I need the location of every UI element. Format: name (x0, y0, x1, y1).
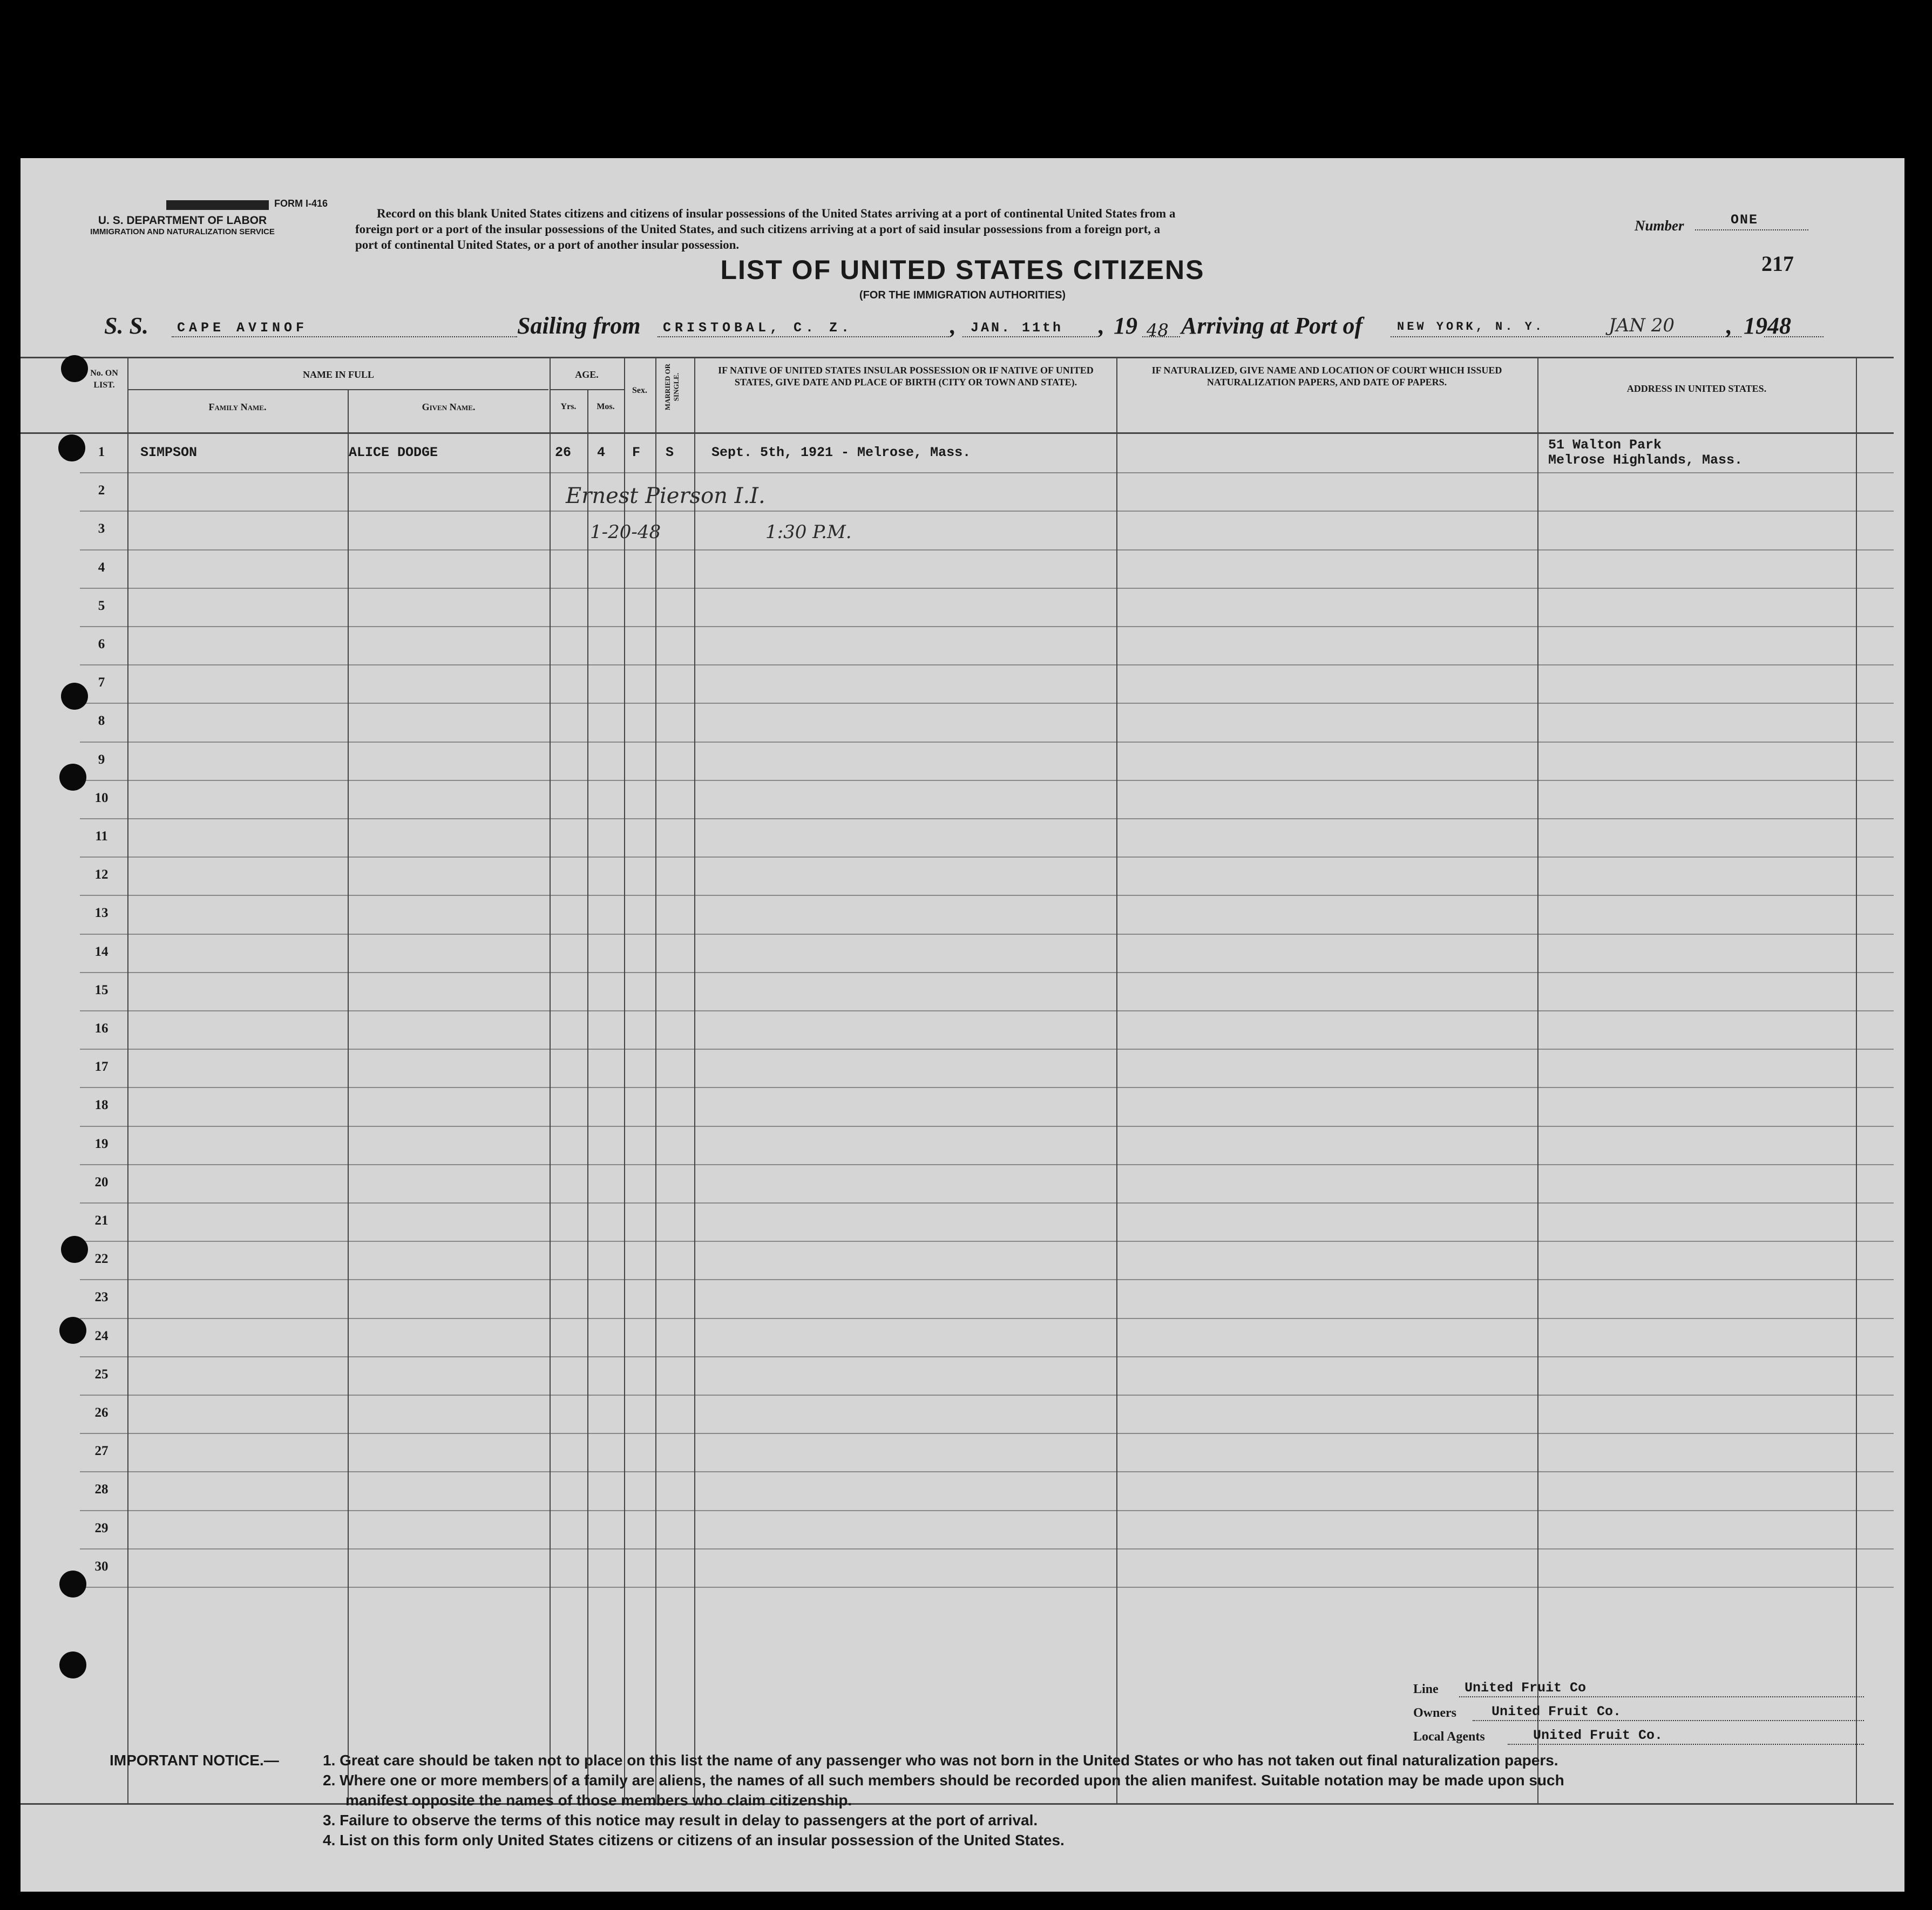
row-number: 12 (94, 867, 109, 882)
row-number: 24 (94, 1328, 109, 1343)
agents-value: United Fruit Co. (1533, 1728, 1663, 1743)
row-rule (80, 1395, 1894, 1396)
header-sex: Sex. (632, 386, 647, 395)
header-naturalized: IF NATURALIZED, GIVE NAME AND LOCATION OF COURT WHICH ISSUED NATURALIZATION PAPERS, AND DATE OF PAPERS. (1151, 365, 1502, 388)
header-married-or-single: MARRIED OR SINGLE. (663, 363, 680, 411)
ss-label: S. S. (104, 312, 148, 339)
column-divider (127, 357, 128, 1803)
notice-item: manifest opposite the names of those members who claim citizenship. (345, 1792, 852, 1809)
line-value: United Fruit Co (1465, 1680, 1587, 1696)
row-rule (80, 1548, 1894, 1549)
given-name-cell: ALICE DODGE (349, 445, 438, 460)
row-rule (80, 895, 1894, 896)
row-rule (80, 1433, 1894, 1434)
service-name: IMMIGRATION AND NATURALIZATION SERVICE (90, 227, 275, 236)
sailing-date: JAN. 11th (971, 320, 1063, 336)
row-number: 1 (98, 445, 105, 459)
row-rule (80, 1279, 1894, 1280)
binder-hole (61, 683, 88, 710)
row-number: 2 (98, 483, 105, 498)
row-rule (80, 1510, 1894, 1511)
binder-hole (59, 764, 86, 791)
family-name-cell: SIMPSON (140, 445, 198, 460)
notice-item: 4. List on this form only United States citizens or citizens of an insular possession of the United States. (323, 1832, 1065, 1848)
port-line (1391, 336, 1741, 337)
row-number: 15 (94, 982, 109, 997)
line-label: Line (1413, 1682, 1439, 1696)
header-given-name: Given Name. (422, 402, 476, 412)
department-name: U. S. DEPARTMENT OF LABOR (98, 214, 267, 227)
inspection-date: 1-20-48 (590, 521, 661, 543)
header-family-name: Family Name. (208, 402, 267, 412)
row-number: 9 (98, 752, 105, 767)
row-number: 11 (95, 829, 108, 844)
row-number: 21 (94, 1213, 109, 1228)
row-number: 27 (94, 1444, 109, 1459)
row-number: 3 (98, 521, 105, 536)
redaction-bar (166, 200, 269, 210)
form-sheet (21, 158, 1904, 1892)
header-yrs: Yrs. (560, 402, 577, 411)
row-number: 30 (94, 1559, 109, 1574)
row-rule (80, 857, 1894, 858)
form-number: FORM I-416 (274, 198, 328, 209)
table-top-border (21, 357, 1894, 358)
row-rule (80, 972, 1894, 973)
row-rule (80, 780, 1894, 781)
row-number: 17 (94, 1059, 109, 1075)
row-rule (80, 1010, 1894, 1011)
row-number: 29 (94, 1520, 109, 1535)
row-rule (80, 1164, 1894, 1165)
row-number: 25 (94, 1367, 109, 1382)
row-number: 4 (98, 560, 105, 575)
row-number: 22 (94, 1252, 109, 1267)
row-rule (80, 1356, 1894, 1357)
year-prefix: 19 (1114, 312, 1137, 339)
form-subtitle: (FOR THE IMMIGRATION AUTHORITIES) (859, 289, 1066, 301)
notice-item: 1. Great care should be taken not to place on this list the name of any passenger who was not born in the United States or who has not taken out final naturalization papers. (323, 1752, 1558, 1769)
comma: , (1099, 312, 1104, 339)
row-number: 23 (94, 1290, 109, 1305)
row-rule (80, 818, 1894, 819)
important-notice-heading: IMPORTANT NOTICE.— (110, 1752, 279, 1769)
row-number: 13 (94, 906, 109, 921)
manifest-table (21, 357, 1904, 1803)
binder-hole (61, 1236, 88, 1263)
year-suffix: 48 (1147, 320, 1169, 341)
sailing-date-line (962, 336, 1097, 337)
column-divider (1116, 357, 1117, 1803)
instruction-line: foreign port or a port of the insular possessions of the United States, and such citizens arriving at a port of said insular possessions from a foreign port, a (355, 222, 1161, 236)
row-rule (80, 1049, 1894, 1050)
arrival-date: JAN 20 (1609, 315, 1675, 336)
row-rule (80, 1318, 1894, 1319)
row-number: 18 (94, 1098, 109, 1113)
row-rule (80, 511, 1894, 512)
sailing-line (657, 336, 949, 337)
column-divider (1537, 357, 1538, 1803)
inspection-time: 1:30 P.M. (765, 521, 852, 543)
form-title: LIST OF UNITED STATES CITIZENS (720, 255, 1205, 285)
binder-hole (61, 355, 88, 382)
header-mos: Mos. (596, 402, 615, 411)
age-years-cell: 26 (555, 445, 572, 460)
address-line-1: 51 Walton Park (1548, 437, 1662, 453)
owners-value: United Fruit Co. (1492, 1704, 1622, 1719)
row-rule (80, 1087, 1894, 1088)
port-name: NEW YORK, N. Y. (1397, 320, 1545, 334)
owners-label: Owners (1413, 1706, 1456, 1720)
row-number: 8 (98, 713, 105, 729)
row-number: 14 (94, 944, 109, 959)
row-number: 10 (94, 790, 109, 805)
address-line-2: Melrose Highlands, Mass. (1548, 452, 1743, 468)
notice-item: 2. Where one or more members of a family are aliens, the names of all such members should be recorded upon the alien manifest. Suitable notation may be made upon such (323, 1772, 1564, 1789)
header-subline (127, 389, 548, 390)
arrival-year-line (1764, 336, 1823, 337)
row-rule (80, 549, 1894, 550)
row-rule (80, 742, 1894, 743)
column-divider (348, 389, 349, 1803)
row-rule (80, 472, 1894, 473)
binder-hole (58, 434, 85, 461)
header-no-on-list: No. ON LIST. (90, 369, 118, 390)
header-name-in-full: NAME IN FULL (302, 369, 374, 380)
column-divider (694, 357, 695, 1803)
marital-status-cell: S (666, 445, 674, 460)
notice-item: 3. Failure to observe the terms of this notice may result in delay to passengers at the port of arrival. (323, 1812, 1038, 1829)
inspector-signature: Ernest Pierson I.I. (566, 484, 765, 508)
binder-hole (59, 1651, 86, 1678)
header-subline (550, 389, 624, 390)
row-rule (80, 1241, 1894, 1242)
line-field-line (1459, 1696, 1864, 1697)
row-rule (80, 1126, 1894, 1127)
row-rule (80, 703, 1894, 704)
ship-line (172, 336, 517, 337)
column-divider (655, 357, 656, 1803)
column-divider (587, 389, 588, 1803)
header-address: ADDRESS IN UNITED STATES. (1626, 383, 1767, 394)
column-divider (624, 357, 625, 1803)
arrival-year: 1948 (1744, 312, 1791, 339)
column-divider (550, 357, 551, 1803)
row-rule (80, 626, 1894, 627)
instructions (355, 206, 1591, 253)
row-number: 19 (94, 1136, 109, 1151)
row-rule (80, 1587, 1894, 1588)
row-rule (80, 1471, 1894, 1472)
comma: , (1726, 312, 1732, 339)
row-rule (80, 588, 1894, 589)
instruction-line: port of continental United States, or a port of another insular possession. (355, 238, 740, 252)
binder-hole (59, 1317, 86, 1344)
row-number: 28 (94, 1482, 109, 1497)
row-number: 6 (98, 637, 105, 651)
birth-place-cell: Sept. 5th, 1921 - Melrose, Mass. (711, 445, 971, 460)
sailing-from: CRISTOBAL, C. Z. (663, 320, 853, 336)
row-rule (80, 1202, 1894, 1204)
row-number: 5 (98, 598, 105, 613)
stamp-number: 217 (1761, 252, 1794, 276)
agents-label: Local Agents (1413, 1730, 1485, 1744)
header-age: AGE. (575, 369, 599, 380)
number-value: ONE (1731, 212, 1759, 228)
instruction-line: Record on this blank United States citizens and citizens of insular possessions of the United States arriving at a port of continental United States from a (377, 207, 1176, 220)
age-months-cell: 4 (597, 445, 606, 460)
row-number: 26 (94, 1405, 109, 1420)
header-bottom-line (21, 432, 1894, 434)
row-number: 16 (94, 1021, 109, 1036)
arriving-label: Arriving at Port of (1181, 312, 1363, 339)
row-number: 20 (94, 1174, 109, 1189)
header-native: IF NATIVE OF UNITED STATES INSULAR POSSESSION OR IF NATIVE OF UNITED STATES, GIVE DATE AND PLACE OF BIRTH (CITY OR TOWN AND STATE). (718, 365, 1094, 388)
row-rule (80, 934, 1894, 935)
row-rule (80, 664, 1894, 665)
agents-field-line (1508, 1744, 1864, 1745)
row-number: 7 (98, 675, 105, 690)
important-notice (323, 1750, 1899, 1850)
number-label: Number (1635, 217, 1684, 234)
form-number-area (145, 200, 350, 213)
column-divider (1856, 357, 1857, 1803)
binder-hole (59, 1571, 86, 1598)
number-line (1695, 229, 1808, 230)
comma: , (950, 312, 956, 339)
sex-cell: F (632, 445, 641, 460)
ship-name: CAPE AVINOF (177, 320, 308, 336)
sailing-label: Sailing from (517, 312, 641, 339)
owners-field-line (1473, 1720, 1864, 1721)
